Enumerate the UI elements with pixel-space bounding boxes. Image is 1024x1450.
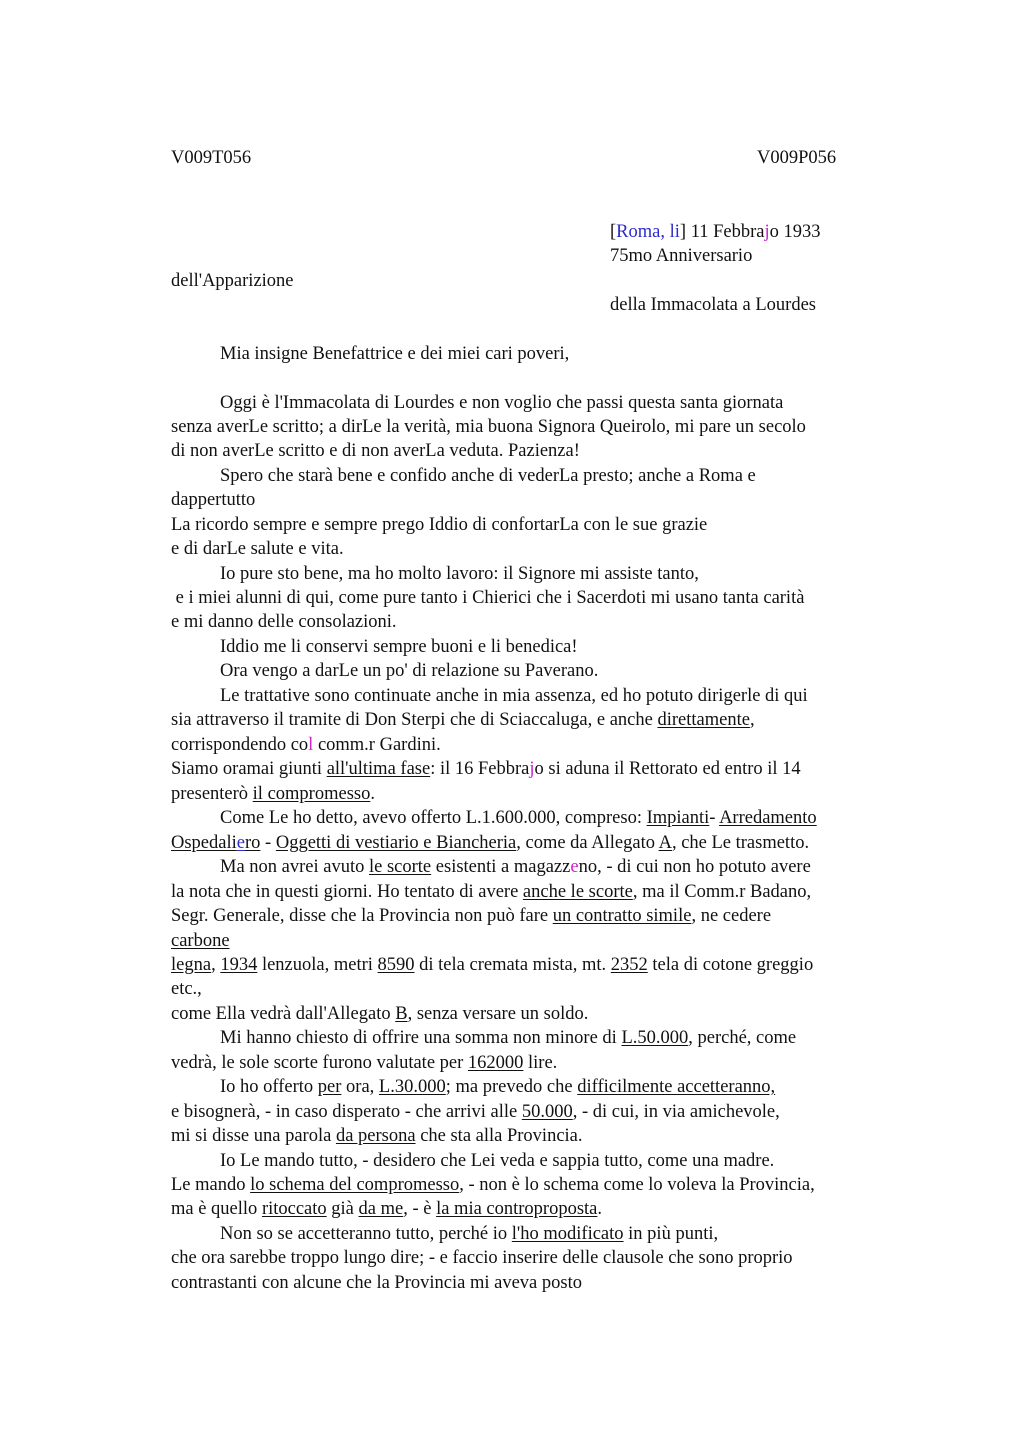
body-line: Io pure sto bene, ma ho molto lavoro: il Signore mi assiste tanto, xyxy=(220,564,699,584)
body-line: Iddio me li conservi sempre buoni e li benedica! xyxy=(220,637,578,657)
body-line: che ora sarebbe troppo lungo dire; - e faccio inserire delle clausole che sono proprio xyxy=(171,1248,793,1268)
underlined-text: Arredamento xyxy=(719,808,817,828)
body-line: la nota che in questi giorni. Ho tentato di avere anche le scorte, ma il Comm.r Badano, xyxy=(171,882,812,902)
body-line: Le mando lo schema del compromesso, - non è lo schema come lo voleva la Provincia, xyxy=(171,1175,815,1195)
underlined-text: B xyxy=(395,1004,408,1024)
body-line: Ma non avrei avuto le scorte esistenti a magazzeno, - di cui non ho potuto avere xyxy=(220,857,811,877)
insertion-mark: e xyxy=(236,833,245,853)
body-line: Mi hanno chiesto di offrire una somma non minore di L.50.000, perché, come xyxy=(220,1028,797,1048)
body-line: senza averLe scritto; a dirLe la verità, mia buona Signora Queirolo, mi pare un secolo xyxy=(171,417,806,437)
body-line: di non averLe scritto e di non averLa veduta. Pazienza! xyxy=(171,441,580,461)
underlined-text: all'ultima fase xyxy=(326,759,431,779)
body-line: Ora vengo a darLe un po' di relazione su Paverano. xyxy=(220,661,599,681)
underlined-text: lo schema del compromesso xyxy=(250,1175,460,1195)
body-line: presenterò il compromesso. xyxy=(171,784,375,804)
dateline-date: [Roma, li] 11 Febbrajo 1933 xyxy=(610,222,821,242)
underlined-text: da persona xyxy=(335,1126,416,1146)
body-line: Come Le ho detto, avevo offerto L.1.600.000, compreso: Impianti- Arredamento xyxy=(220,808,817,828)
body-line: corrispondendo col comm.r Gardini. xyxy=(171,735,441,755)
underlined-text: 162000 xyxy=(467,1053,524,1073)
correction-mark: j xyxy=(529,759,535,779)
body-line: Segr. Generale, disse che la Provincia non può fare un contratto simile, ne cedere xyxy=(171,906,772,926)
dateline-lourdes: della Immacolata a Lourdes xyxy=(610,295,816,315)
body-line: La ricordo sempre e sempre prego Iddio di confortarLa con le sue grazie xyxy=(171,515,708,535)
body-line: come Ella vedrà dall'Allegato B, senza versare un soldo. xyxy=(171,1004,589,1024)
body-line: mi si disse una parola da persona che sta alla Provincia. xyxy=(171,1126,583,1146)
underlined-text: 50.000 xyxy=(521,1102,573,1122)
body-line: Non so se accetteranno tutto, perché io l'ho modificato in più punti, xyxy=(220,1224,719,1244)
underlined-text: Impianti xyxy=(646,808,710,828)
body-line: Le trattative sono continuate anche in mia assenza, ed ho potuto dirigerle di qui xyxy=(220,686,808,706)
doc-code-left: V009T056 xyxy=(171,148,252,168)
body-line: dappertutto xyxy=(171,490,256,510)
body-line: sia attraverso il tramite di Don Sterpi che di Sciaccaluga, e anche direttamente, xyxy=(171,710,755,730)
underlined-text: L.50.000 xyxy=(621,1028,689,1048)
body-line: contrastanti con alcune che la Provincia mi aveva posto xyxy=(171,1273,582,1293)
correction-mark: l xyxy=(308,735,314,755)
body-line: e mi danno delle consolazioni. xyxy=(171,612,397,632)
underlined-text: carbone xyxy=(171,931,230,951)
underlined-text: A xyxy=(658,833,672,853)
body-line: Ospedaliero - Oggetti di vestiario e Biancheria, come da Allegato A, che Le trasmetto. xyxy=(171,833,810,853)
body-line: e bisognerà, - in caso disperato - che arrivi alle 50.000, - di cui, in via amichevole, xyxy=(171,1102,780,1122)
body-line: Spero che starà bene e confido anche di vederLa presto; anche a Roma e xyxy=(220,466,756,486)
underlined-text: anche le scorte xyxy=(522,882,633,902)
underlined-text: il compromesso xyxy=(252,784,371,804)
underlined-text: Oggetti di vestiario e Biancheria xyxy=(275,833,517,853)
body-line: Oggi è l'Immacolata di Lourdes e non voglio che passi questa santa giornata xyxy=(220,393,784,413)
body-line: Io Le mando tutto, - desidero che Lei veda e sappia tutto, come una madre. xyxy=(220,1151,775,1171)
body-line: e i miei alunni di qui, come pure tanto i Chierici che i Sacerdoti mi usano tanta carità xyxy=(171,588,805,608)
underlined-text: l'ho modificato xyxy=(511,1224,624,1244)
body-line: etc., xyxy=(171,979,202,999)
underlined-text: le scorte xyxy=(369,857,432,877)
correction-mark: e xyxy=(570,857,579,877)
body-line: vedrà, le sole scorte furono valutate per 162000 lire. xyxy=(171,1053,558,1073)
body-line: e di darLe salute e vita. xyxy=(171,539,344,559)
underlined-text: un contratto simile xyxy=(552,906,692,926)
salutation: Mia insigne Benefattrice e dei miei cari poveri, xyxy=(220,344,570,364)
dateline-apparition: dell'Apparizione xyxy=(171,271,294,291)
place-insertion: Roma, li xyxy=(616,222,680,242)
body-line: ma è quello ritoccato già da me, - è la mia controproposta. xyxy=(171,1199,603,1219)
dateline-anniversary: 75mo Anniversario xyxy=(610,246,753,266)
body-line: legna, 1934 lenzuola, metri 8590 di tela cremata mista, mt. 2352 tela di cotone greggio xyxy=(171,955,814,975)
correction-mark: j xyxy=(764,222,770,242)
body-line: Siamo oramai giunti all'ultima fase: il 16 Febbrajo si aduna il Rettorato ed entro il 14 xyxy=(171,759,801,779)
underlined-text: direttamente xyxy=(657,710,750,730)
doc-code-right: V009P056 xyxy=(757,148,837,168)
body-line: Io ho offerto per ora, L.30.000; ma prevedo che difficilmente accetteranno, xyxy=(220,1077,776,1097)
body-line xyxy=(171,929,230,953)
